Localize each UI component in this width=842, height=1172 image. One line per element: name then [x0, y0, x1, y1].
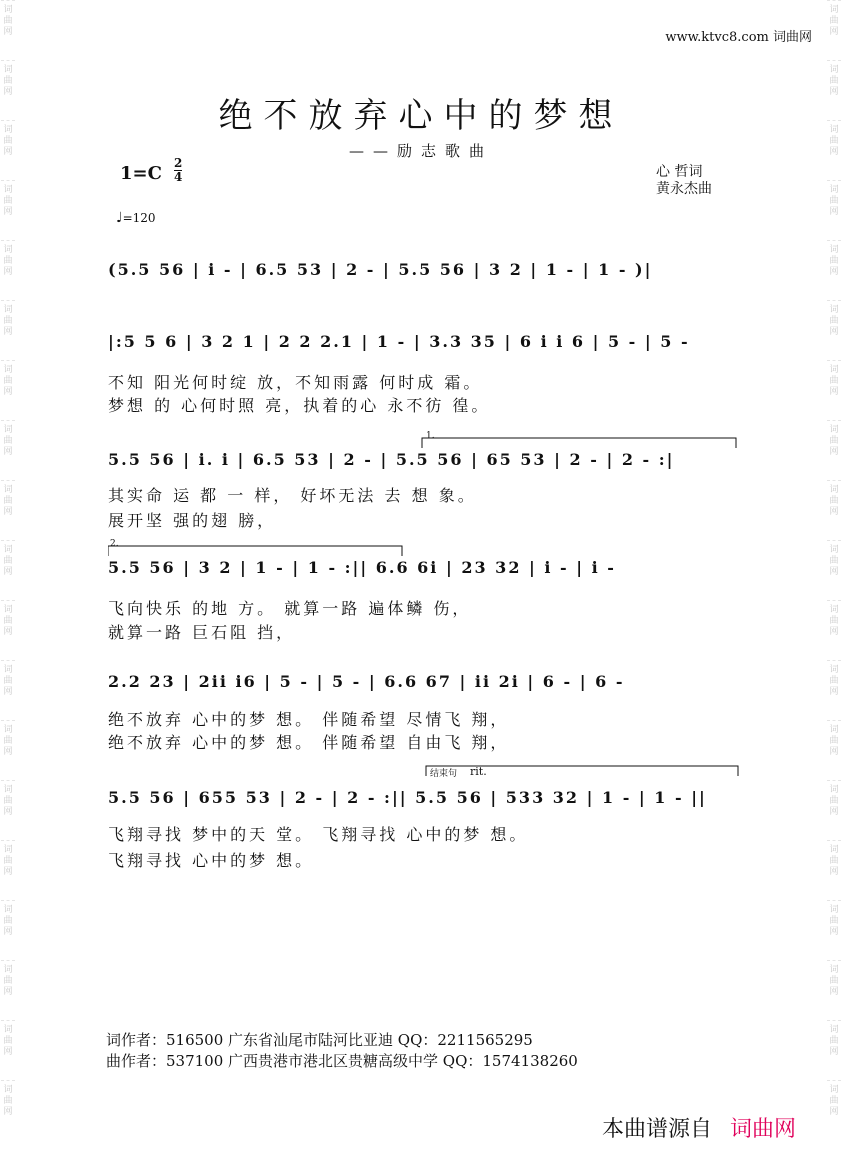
lyric-line: 不知 阳光何时绽 放，不知雨露 何时成 霜。 [108, 373, 483, 392]
staff-6 [108, 764, 740, 807]
song-title: 绝不放弃心中的梦想 [218, 96, 624, 136]
side-watermark: 词 曲 网 [827, 180, 841, 240]
lyric-line: 绝不放弃 心中的梦 想。 伴随希望 自由飞 翔， [108, 733, 510, 752]
side-watermark: 词 曲 网 [1, 780, 15, 840]
staff-notes: |:5 5 6 | 3 2 1 | 2 2 2.1 | 1 - | 3.3 35 | 6 i i 6 | 5 - | 5 - [108, 332, 690, 351]
site-header[interactable]: www.ktvc8.com 词曲网 [665, 30, 812, 45]
side-watermark: 词 曲 网 [827, 120, 841, 180]
side-watermark: 词 曲 网 [827, 480, 841, 540]
side-watermark: 词 曲 网 [1, 720, 15, 780]
side-watermark: 词 曲 网 [827, 300, 841, 360]
staff-3 [108, 431, 740, 476]
tempo-marking [116, 210, 156, 226]
side-watermark: 词 曲 网 [1, 660, 15, 720]
side-watermark: 词 曲 网 [1, 180, 15, 240]
ending-label: 2. [110, 539, 119, 549]
side-watermark: 词 曲 网 [1, 1080, 15, 1140]
side-watermark: 词 曲 网 [1, 900, 15, 960]
time-sig-bottom: 4 [174, 170, 183, 184]
side-watermark: 词 曲 网 [827, 60, 841, 120]
side-watermark: 词 曲 网 [1, 360, 15, 420]
composer-contact: 曲作者：537100 广西贵港市港北区贵糖高级中学 QQ：1574138260 [106, 1052, 578, 1070]
lyricist-credit: 心 哲词 [656, 164, 703, 180]
staff-notes: 5.5 56 | i. i | 6.5 53 | 2 - | 5.5 56 | 65 53 | 2 - | 2 - :| [108, 450, 675, 469]
side-watermark: 词 曲 网 [1, 840, 15, 900]
volta-bracket [108, 544, 740, 558]
side-watermark: 词 曲 网 [1, 240, 15, 300]
side-watermark: 词 曲 网 [827, 720, 841, 780]
tempo-value: =120 [122, 211, 156, 225]
source-attribution [602, 1112, 796, 1143]
side-watermark: 词 曲 网 [1, 960, 15, 1020]
key-signature: 1=C [120, 163, 162, 184]
side-watermark: 词 曲 网 [827, 840, 841, 900]
side-watermark: 词 曲 网 [827, 1020, 841, 1080]
ending-label: 结束句 [430, 769, 458, 779]
staff-1 [108, 254, 740, 294]
side-watermark: 词 曲 网 [1, 120, 15, 180]
quarter-note-icon: ♩ [116, 210, 123, 226]
lyric-line: 梦想 的 心何时照 亮，执着的心 永不彷 徨。 [108, 396, 491, 415]
side-watermark: 词 曲 网 [827, 0, 841, 60]
side-watermark: 词 曲 网 [1, 480, 15, 540]
time-signature [174, 157, 182, 184]
side-watermark: 词 曲 网 [1, 420, 15, 480]
volta-bracket [108, 764, 740, 778]
side-watermark: 词 曲 网 [1, 1020, 15, 1080]
staff-notes: 5.5 56 | 3 2 | 1 - | 1 - :|| 6.6 6i | 23 32 | i - | i - [108, 558, 616, 577]
lyric-line: 绝不放弃 心中的梦 想。 伴随希望 尽情飞 翔， [108, 710, 510, 729]
staff-5 [108, 666, 740, 706]
ending-label: 1. [426, 431, 435, 441]
side-watermark: 词 曲 网 [827, 1080, 841, 1140]
side-watermark: 词 曲 网 [827, 660, 841, 720]
staff-2 [108, 326, 740, 366]
side-watermark: 词 曲 网 [827, 960, 841, 1020]
lyric-line: 飞翔寻找 梦中的天 堂。 飞翔寻找 心中的梦 想。 [108, 825, 529, 844]
lyric-line: 就算一路 巨石阻 挡， [108, 623, 296, 642]
side-watermark: 词 曲 网 [827, 420, 841, 480]
staff-4 [108, 539, 740, 584]
volta-bracket [108, 436, 740, 450]
lyric-line: 展开坚 强的翅 膀， [108, 511, 277, 530]
lyric-line: 飞翔寻找 心中的梦 想。 [108, 851, 315, 870]
composer-credit: 黄永杰曲 [656, 181, 712, 197]
side-watermark: 词 曲 网 [827, 360, 841, 420]
staff-notes: (5.5 56 | i - | 6.5 53 | 2 - | 5.5 56 | 3 2 | 1 - | 1 - )| [108, 260, 653, 279]
staff-notes: 5.5 56 | 655 53 | 2 - | 2 - :|| 5.5 56 | 533 32 | 1 - | 1 - || [108, 788, 707, 807]
side-watermark: 词 曲 网 [827, 540, 841, 600]
side-watermark: 词 曲 网 [1, 60, 15, 120]
side-watermark: 词 曲 网 [1, 600, 15, 660]
side-watermark: 词 曲 网 [827, 900, 841, 960]
song-subtitle: ——励志歌曲 [348, 142, 493, 160]
side-watermark: 词 曲 网 [1, 0, 15, 60]
right-watermark-strip [827, 0, 841, 1172]
side-watermark: 词 曲 网 [827, 780, 841, 840]
side-watermark: 词 曲 网 [827, 240, 841, 300]
side-watermark: 词 曲 网 [1, 540, 15, 600]
ritardando-mark: rit. [470, 765, 487, 778]
time-sig-top: 2 [174, 156, 183, 170]
source-label: 本曲谱源自 [601, 1117, 712, 1142]
lyric-line: 其实命 运 都 一 样， 好坏无法 去 想 象。 [108, 486, 477, 505]
source-brand-link[interactable]: 词曲网 [729, 1117, 796, 1142]
staff-notes: 2.2 23 | 2ii i6 | 5 - | 5 - | 6.6 67 | ii 2i | 6 - | 6 - [108, 672, 625, 691]
side-watermark: 词 曲 网 [1, 300, 15, 360]
lyric-line: 飞向快乐 的地 方。 就算一路 遍体鳞 伤， [108, 599, 472, 618]
lyricist-contact: 词作者：516500 广东省汕尾市陆河比亚迪 QQ：2211565295 [106, 1031, 533, 1049]
side-watermark: 词 曲 网 [827, 600, 841, 660]
left-watermark-strip [1, 0, 15, 1172]
